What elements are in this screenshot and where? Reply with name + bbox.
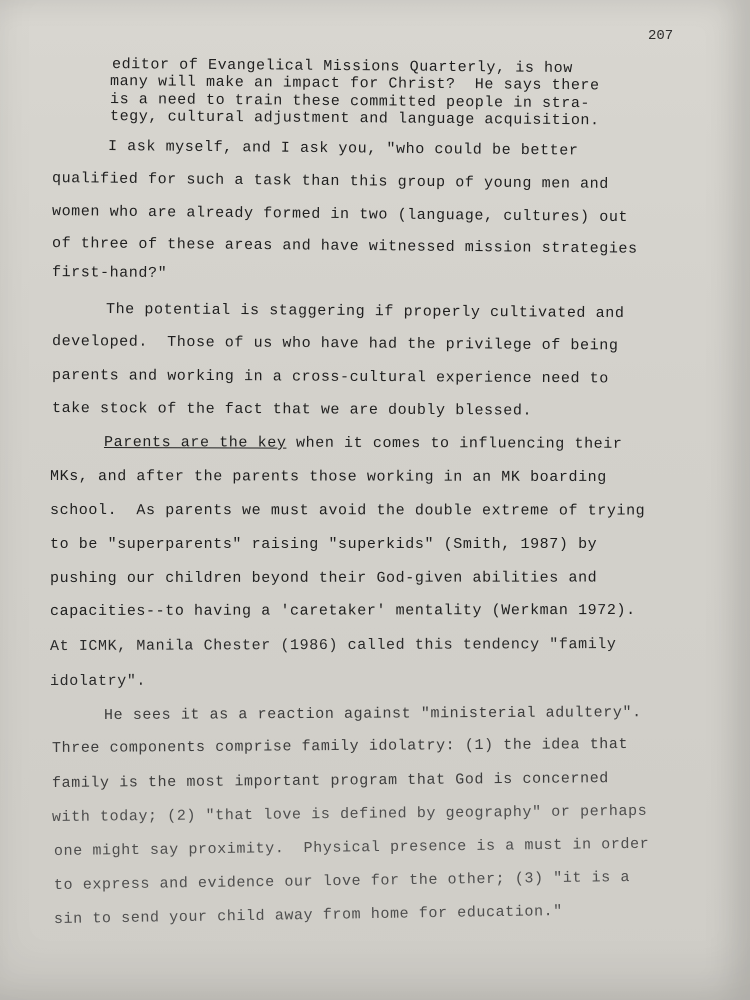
text-line: At ICMK, Manila Chester (1986) called this tendency "family <box>49 636 617 655</box>
underlined-phrase: Parents are the key <box>103 434 287 452</box>
text-line: sin to send your child away from home for education." <box>53 903 563 928</box>
text-line: take stock of the fact that we are doubly blessed. <box>51 400 533 420</box>
text-line: I ask myself, and I ask you, "who could be better <box>107 138 579 160</box>
text-line: capacities--to having a 'caretaker' mentality (Werkman 1972). <box>49 601 636 620</box>
text-line: women who are already formed in two (language, cultures) out <box>51 203 629 227</box>
text-line: of three of these areas and have witnessed mission strategies <box>51 235 638 258</box>
text-line <box>104 434 623 453</box>
text-line: The potential is staggering if properly cultivated and <box>105 301 625 323</box>
text-line: editor of Evangelical Missions Quarterly, is how <box>111 56 573 78</box>
page-number: 207 <box>648 28 674 44</box>
text-line: qualified for such a task than this group of young men and <box>51 170 609 193</box>
text-line: with today; (2) "that love is defined by geography" or perhaps <box>51 802 648 826</box>
text-span: when it comes to influencing their <box>286 434 623 453</box>
text-line: He sees it as a reaction against "ministerial adultery". <box>103 704 642 724</box>
text-line: Three components comprise family idolatry: (1) the idea that <box>51 735 629 757</box>
text-line: to be "superparents" raising "superkids" (Smith, 1987) by <box>50 536 598 553</box>
text-line: tegy, cultural adjustment and language acquisition. <box>109 108 600 130</box>
text-line: many will make an impact for Christ? He says there <box>109 73 600 95</box>
text-line: idolatry". <box>49 672 147 690</box>
text-line: MKs, and after the parents those working in an MK boarding <box>49 468 607 486</box>
text-line: first-hand?" <box>51 264 168 283</box>
text-line: one might say proximity. Physical presence is a must in order <box>53 835 650 860</box>
text-line: pushing our children beyond their God-given abilities and <box>49 569 598 587</box>
text-line: is a need to train these committed people in stra- <box>109 91 591 113</box>
text-line: developed. Those of us who have had the privilege of being <box>51 333 619 355</box>
text-line: parents and working in a cross-cultural experience need to <box>51 367 609 388</box>
text-line: to express and evidence our love for the other; (3) "it is a <box>53 868 631 894</box>
text-line: family is the most important program that God is concerned <box>51 770 609 792</box>
text-line: school. As parents we must avoid the double extreme of trying <box>49 502 646 520</box>
